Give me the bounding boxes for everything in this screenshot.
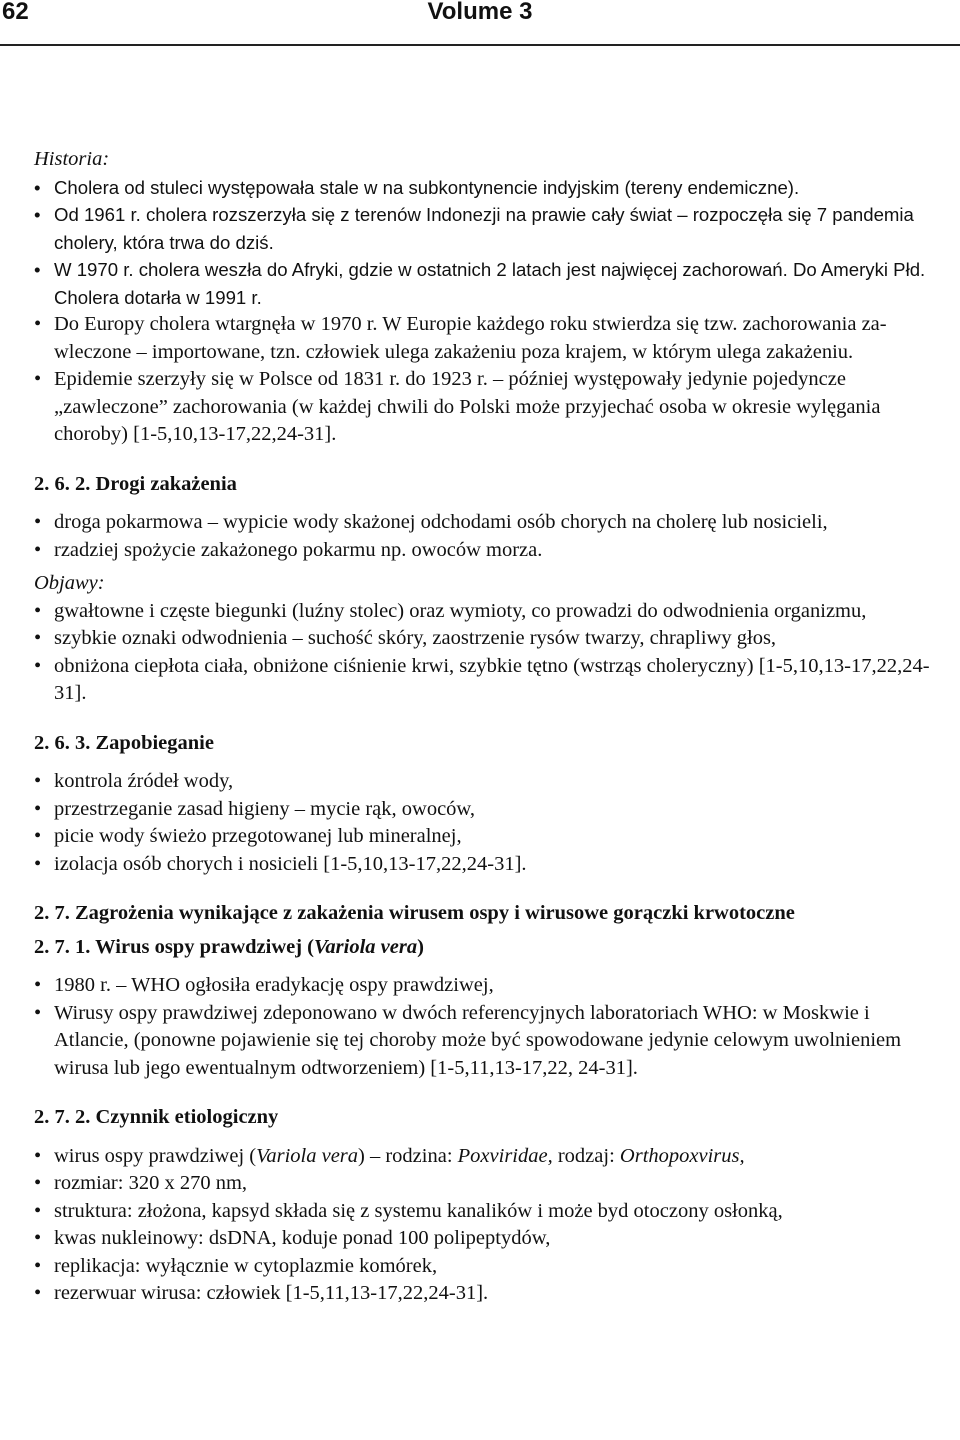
header-rule: [0, 44, 960, 46]
section-number: 2. 6. 2.: [34, 472, 91, 495]
list-item: • Od 1961 r. cholera rozszerzyła się z terenów Indonezji na prawie cały świat – rozpoczęła się 7 pandemia cholery, która trwa do dziś.: [34, 201, 934, 256]
item-text-italic: Variola vera: [256, 1144, 359, 1167]
list-item: • kontrola źródeł wody,: [34, 768, 934, 796]
list-item: • Cholera od stuleci występowała stale w na subkontynencie indyjskim (tereny endemiczne).: [34, 174, 934, 202]
objawy-label: Objawy:: [34, 572, 105, 594]
item-text: wirus ospy prawdziwej (: [54, 1144, 257, 1167]
section-title-post: ): [417, 935, 424, 958]
item-text-italic: Orthopoxvirus,: [619, 1144, 745, 1167]
section-number: 2. 7. 1.: [34, 935, 91, 958]
list-item: • szybkie oznaki odwodnienia – suchość skóry, zaostrzenie rysów twarzy, chrapliwy głos,: [34, 625, 934, 653]
section-title-pre: Wirus ospy prawdziwej (: [95, 935, 315, 958]
list-item: • struktura: złożona, kapsyd składa się z systemu kanalików i może byd otoczony osłonką,: [34, 1198, 934, 1226]
section-heading: [34, 900, 934, 928]
section-title-italic: Variola vera: [314, 935, 418, 958]
item-text-italic: Poxviridae,: [457, 1144, 553, 1167]
smallpox-list: [34, 972, 934, 1082]
page-content: [34, 146, 934, 1308]
historia-label: Historia:: [34, 148, 110, 170]
volume-title: Volume 3: [427, 0, 533, 25]
section-title: Czynnik etiologiczny: [95, 1106, 279, 1128]
section-number: 2. 7. 2.: [34, 1106, 91, 1128]
section-heading: [34, 730, 934, 758]
list-item: • droga pokarmowa – wypicie wody skażonej odchodami osób chorych na cholerę lub nosicieli,: [34, 509, 934, 537]
section-title: Drogi zakażenia: [95, 472, 237, 495]
list-item: • kwas nukleinowy: dsDNA, koduje ponad 100 polipeptydów,: [34, 1225, 934, 1253]
historia-list-serif: [34, 311, 934, 449]
item-text: ) – rodzina:: [358, 1144, 458, 1167]
list-item: • picie wody świeżo przegotowanej lub mineralnej,: [34, 823, 934, 851]
section-heading: [34, 934, 934, 962]
list-item: [34, 1143, 934, 1171]
prevention-list: [34, 768, 934, 878]
list-item: • replikacja: wyłącznie w cytoplazmie komórek,: [34, 1253, 934, 1281]
infection-routes-list: [34, 509, 934, 564]
list-item: • obniżona ciepłota ciała, obniżone ciśnienie krwi, szybkie tętno (wstrząs choleryczny) [1-5,10,13-17,22,24-31].: [34, 653, 934, 708]
historia-list-sans: [34, 174, 934, 312]
section-number: 2. 7.: [34, 902, 70, 924]
etiology-list: [34, 1143, 934, 1308]
section-heading: [34, 1104, 934, 1132]
list-item: • W 1970 r. cholera weszła do Afryki, gdzie w ostatnich 2 latach jest najwięcej zachorowań. Do Ameryki Płd. Cholera dotarła w 1991 r.: [34, 256, 934, 311]
list-item: • gwałtowne i częste biegunki (luźny stolec) oraz wymioty, co prowadzi do odwodnienia organizmu,: [34, 598, 934, 626]
list-item: • Epidemie szerzyły się w Polsce od 1831 r. do 1923 r. – później występowały jedynie pojedyncze „zawleczone” zachorowania (w każdej chwili do Polski może przyjechać osoba w okresie wylęgania choroby) [1-5,10,13-17,22,24-31].: [34, 366, 934, 449]
list-item: • izolacja osób chorych i nosicieli [1-5,10,13-17,22,24-31].: [34, 851, 934, 879]
page-header: [0, 0, 960, 44]
section-title: Zapobieganie: [95, 731, 214, 754]
list-item: • Wirusy ospy prawdziwej zdeponowano w dwóch referencyjnych laboratoriach WHO: w Moskwie i Atlancie, (ponowne pojawienie się tej choroby może być spowodowane jedynie celowym uwolnieniem wirusa lub jego ewentualnym odtworzeniem) [1-5,11,13-17,22, 24-31].: [34, 1000, 934, 1083]
list-item: • Do Europy cholera wtargnęła w 1970 r. W Europie każdego roku stwierdza się tzw. zachorowania za-wleczone – importowane, tzn. człowiek ulega zakażeniu poza krajem, w którym ulega zakażeniu.: [34, 311, 934, 366]
section-title: Zagrożenia wynikające z zakażenia wirusem ospy i wirusowe gorączki krwotoczne: [75, 902, 795, 924]
list-item: • rozmiar: 320 x 270 nm,: [34, 1170, 934, 1198]
list-item: • przestrzeganie zasad higieny – mycie rąk, owoców,: [34, 796, 934, 824]
list-item: • rezerwuar wirusa: człowiek [1-5,11,13-17,22,24-31].: [34, 1280, 934, 1308]
symptoms-list: [34, 598, 934, 708]
list-item: • 1980 r. – WHO ogłosiła eradykację ospy prawdziwej,: [34, 972, 934, 1000]
section-heading: [34, 471, 934, 499]
section-number: 2. 6. 3.: [34, 731, 91, 754]
item-text: rodzaj:: [552, 1144, 620, 1167]
page-number: 62: [2, 0, 29, 25]
list-item: • rzadziej spożycie zakażonego pokarmu np. owoców morza.: [34, 537, 934, 565]
